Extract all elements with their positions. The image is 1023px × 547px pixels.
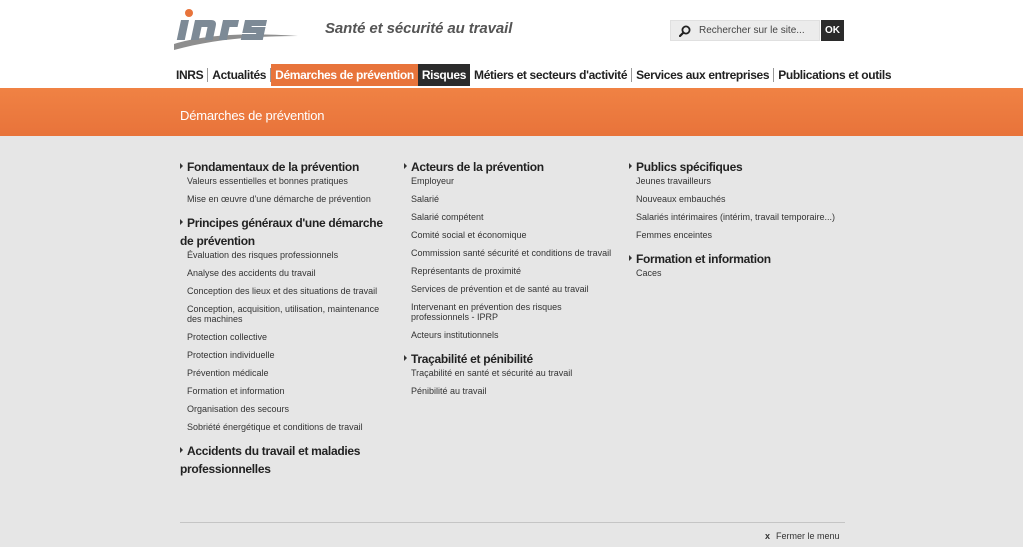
menu-section [180,442,390,478]
menu-column-3 [629,158,839,286]
menu-section [404,158,614,340]
menu-link[interactable]: Caces [636,268,662,278]
menu-link[interactable]: Jeunes travailleurs [636,176,712,186]
menu-section [404,350,614,396]
menu-section-title[interactable]: Accidents du travail et maladies professionnelles [180,444,361,476]
nav-item-inrs[interactable]: INRS [176,68,204,82]
menu-section [180,214,390,432]
site-header [0,0,1023,90]
menu-link[interactable]: Nouveaux embauchés [636,194,726,204]
menu-link[interactable]: Salarié compétent [411,212,484,222]
menu-link[interactable]: Employeur [411,176,455,186]
close-menu-label: Fermer le menu [776,531,840,541]
search-box [670,20,820,41]
menu-link[interactable]: Commission santé sécurité et conditions de travail [411,248,612,258]
menu-link[interactable]: Pénibilité au travail [411,386,487,396]
menu-link[interactable]: Analyse des accidents du travail [187,268,316,278]
menu-link[interactable]: Traçabilité en santé et sécurité au travail [411,368,573,378]
site-tagline: Santé et sécurité au travail [325,20,513,37]
menu-link[interactable]: Conception des lieux et des situations de travail [187,286,378,296]
menu-section [180,158,390,204]
nav-item-actualites[interactable]: Actualités [212,68,267,82]
menu-link[interactable]: Salarié [411,194,440,204]
menu-section [629,250,839,278]
menu-link[interactable]: Prévention médicale [187,368,269,378]
menu-link[interactable]: Salariés intérimaires (intérim, travail temporaire...) [636,212,836,222]
nav-item-demarches-de-prevention[interactable]: Démarches de prévention [271,64,418,86]
nav-item-services-aux-entreprises[interactable]: Services aux entreprises [636,68,770,82]
mega-menu-panel [0,136,1023,547]
menu-section [629,158,839,240]
menu-link[interactable]: Sobriété énergétique et conditions de travail [187,422,363,432]
search-submit-button[interactable]: OK [821,20,844,41]
menu-link[interactable]: Services de prévention et de santé au travail [411,284,589,294]
close-menu-button[interactable] [765,531,840,541]
menu-section-title[interactable]: Publics spécifiques [629,160,742,174]
nav-item-risques[interactable]: Risques [418,64,470,86]
menu-section-title[interactable]: Acteurs de la prévention [404,160,544,174]
menu-link[interactable]: Acteurs institutionnels [411,330,499,340]
menu-section-title[interactable]: Formation et information [629,252,771,266]
section-banner [0,88,1023,136]
menu-link[interactable]: Représentants de proximité [411,266,522,276]
main-nav [173,64,895,86]
menu-link[interactable]: Évaluation des risques professionnels [187,250,339,260]
menu-link[interactable]: Protection individuelle [187,350,275,360]
menu-link[interactable]: Organisation des secours [187,404,290,414]
menu-section-title[interactable]: Principes généraux d'une démarche de prévention [180,216,383,248]
section-banner-title: Démarches de prévention [180,108,325,123]
close-icon: x [765,531,771,541]
nav-item-publications-et-outils[interactable]: Publications et outils [778,68,892,82]
menu-link[interactable]: Mise en œuvre d'une démarche de prévention [187,194,371,204]
menu-column-2 [404,158,614,404]
search-input[interactable] [699,25,817,36]
menu-link[interactable]: Femmes enceintes [636,230,713,240]
menu-link[interactable]: Protection collective [187,332,268,342]
menu-link[interactable]: Formation et information [187,386,285,396]
nav-item-metiers-et-secteurs[interactable]: Métiers et secteurs d'activité [474,68,628,82]
menu-section-title[interactable]: Fondamentaux de la prévention [180,160,359,174]
menu-footer-divider [180,522,845,523]
menu-section-title[interactable]: Traçabilité et pénibilité [404,352,533,366]
menu-link[interactable]: Intervenant en prévention des risques professionnels - IPRP [411,302,562,322]
menu-link[interactable]: Comité social et économique [411,230,527,240]
menu-column-1 [180,158,390,478]
search-icon [679,25,691,37]
inrs-logo[interactable] [170,6,300,50]
menu-link[interactable]: Conception, acquisition, utilisation, maintenance des machines [187,304,380,324]
menu-link[interactable]: Valeurs essentielles et bonnes pratiques [187,176,348,186]
